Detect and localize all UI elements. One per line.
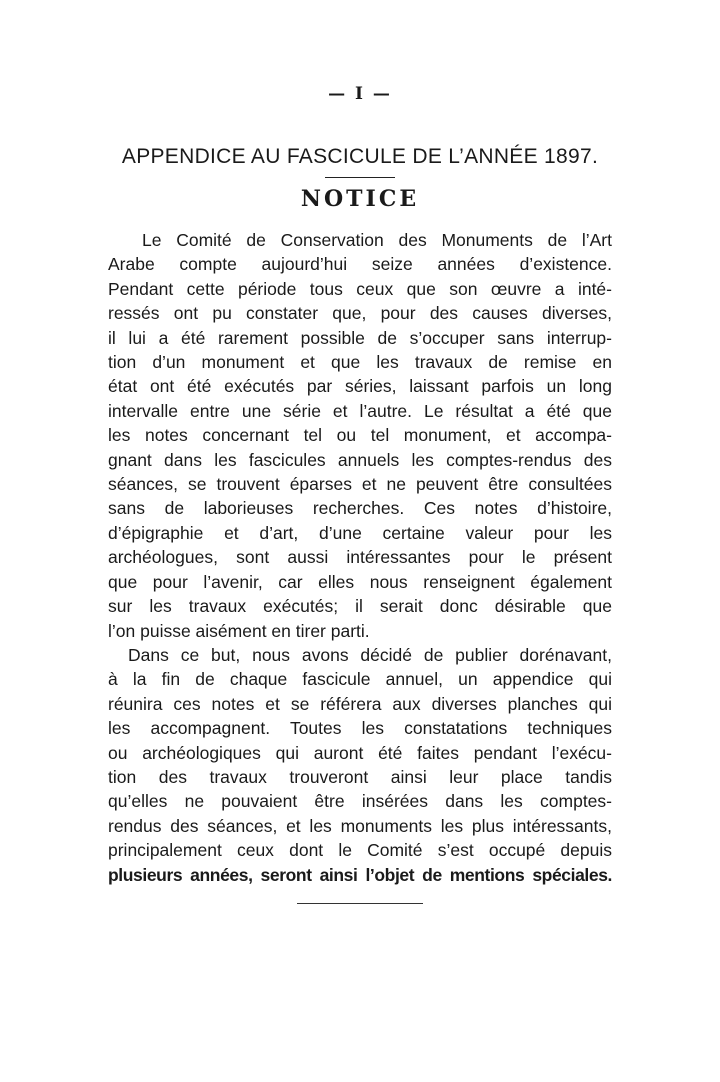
text-line: principalement ceux dont le Comité s’est occupé depuis [108,840,612,861]
appendix-heading: APPENDICE AU FASCICULE DE L’ANNÉE 1897. [121,145,599,168]
text-line: l’on puisse aisément en tirer parti. [108,620,370,641]
text-line: plusieurs années, seront ainsi l’objet de mentions spéciales. [108,864,612,885]
text-line: Pendant cette période tous ceux que son œuvre a inté- [108,278,612,299]
text-line: qu’elles ne pouvaient être insérées dans les comptes- [108,791,612,812]
text-line: Dans ce but, nous avons décidé de publier dorénavant, [128,644,612,665]
text-line: sur les travaux exécutés; il serait donc désirable que [108,596,612,617]
text-line: les accompagnent. Toutes les constatations techniques [108,718,612,739]
paragraph-1 [108,228,612,643]
page-number: — I — [328,84,392,104]
notice-title: NOTICE [300,186,420,212]
text-line: les notes concernant tel ou tel monument, et accompa- [108,425,612,446]
text-line: séances, se trouvent éparses et ne peuvent être consultées [108,474,612,495]
closing-divider [297,903,423,904]
text-line: tion d’un monument et que les travaux de remise en [108,352,612,373]
text-line: réunira ces notes et se référera aux diverses planches qui [108,693,612,714]
text-line: gnant dans les fascicules annuels les comptes-rendus des [108,449,612,470]
text-line: état ont été exécutés par séries, laissant parfois un long [108,376,612,397]
heading-divider [325,177,395,178]
text-line: tion des travaux trouveront ainsi leur place tandis [108,766,612,787]
text-line: que pour l’avenir, car elles nous renseignent également [108,571,612,592]
text-line: intervalle entre une série et l’autre. Le résultat a été que [108,400,612,421]
text-line: il lui a été rarement possible de s’occuper sans interrup- [108,327,612,348]
text-line: à la fin de chaque fascicule annuel, un appendice qui [108,669,612,690]
text-line: Le Comité de Conservation des Monuments de l’Art [142,230,612,250]
text-line: Arabe compte aujourd’hui seize années d’existence. [108,254,612,275]
paragraph-2 [108,643,612,887]
text-line: ou archéologiques qui auront été faites pendant l’exécu- [108,742,612,763]
text-line: ressés ont pu constater que, pour des causes diverses, [108,303,612,324]
text-line: sans de laborieuses recherches. Ces notes d’histoire, [108,498,612,519]
text-line: rendus des séances, et les monuments les plus intéressants, [108,815,612,836]
text-line: archéologues, sont aussi intéressantes pour le présent [108,547,612,568]
text-line: d’épigraphie et d’art, d’une certaine valeur pour les [108,522,612,543]
body-text [108,228,612,887]
